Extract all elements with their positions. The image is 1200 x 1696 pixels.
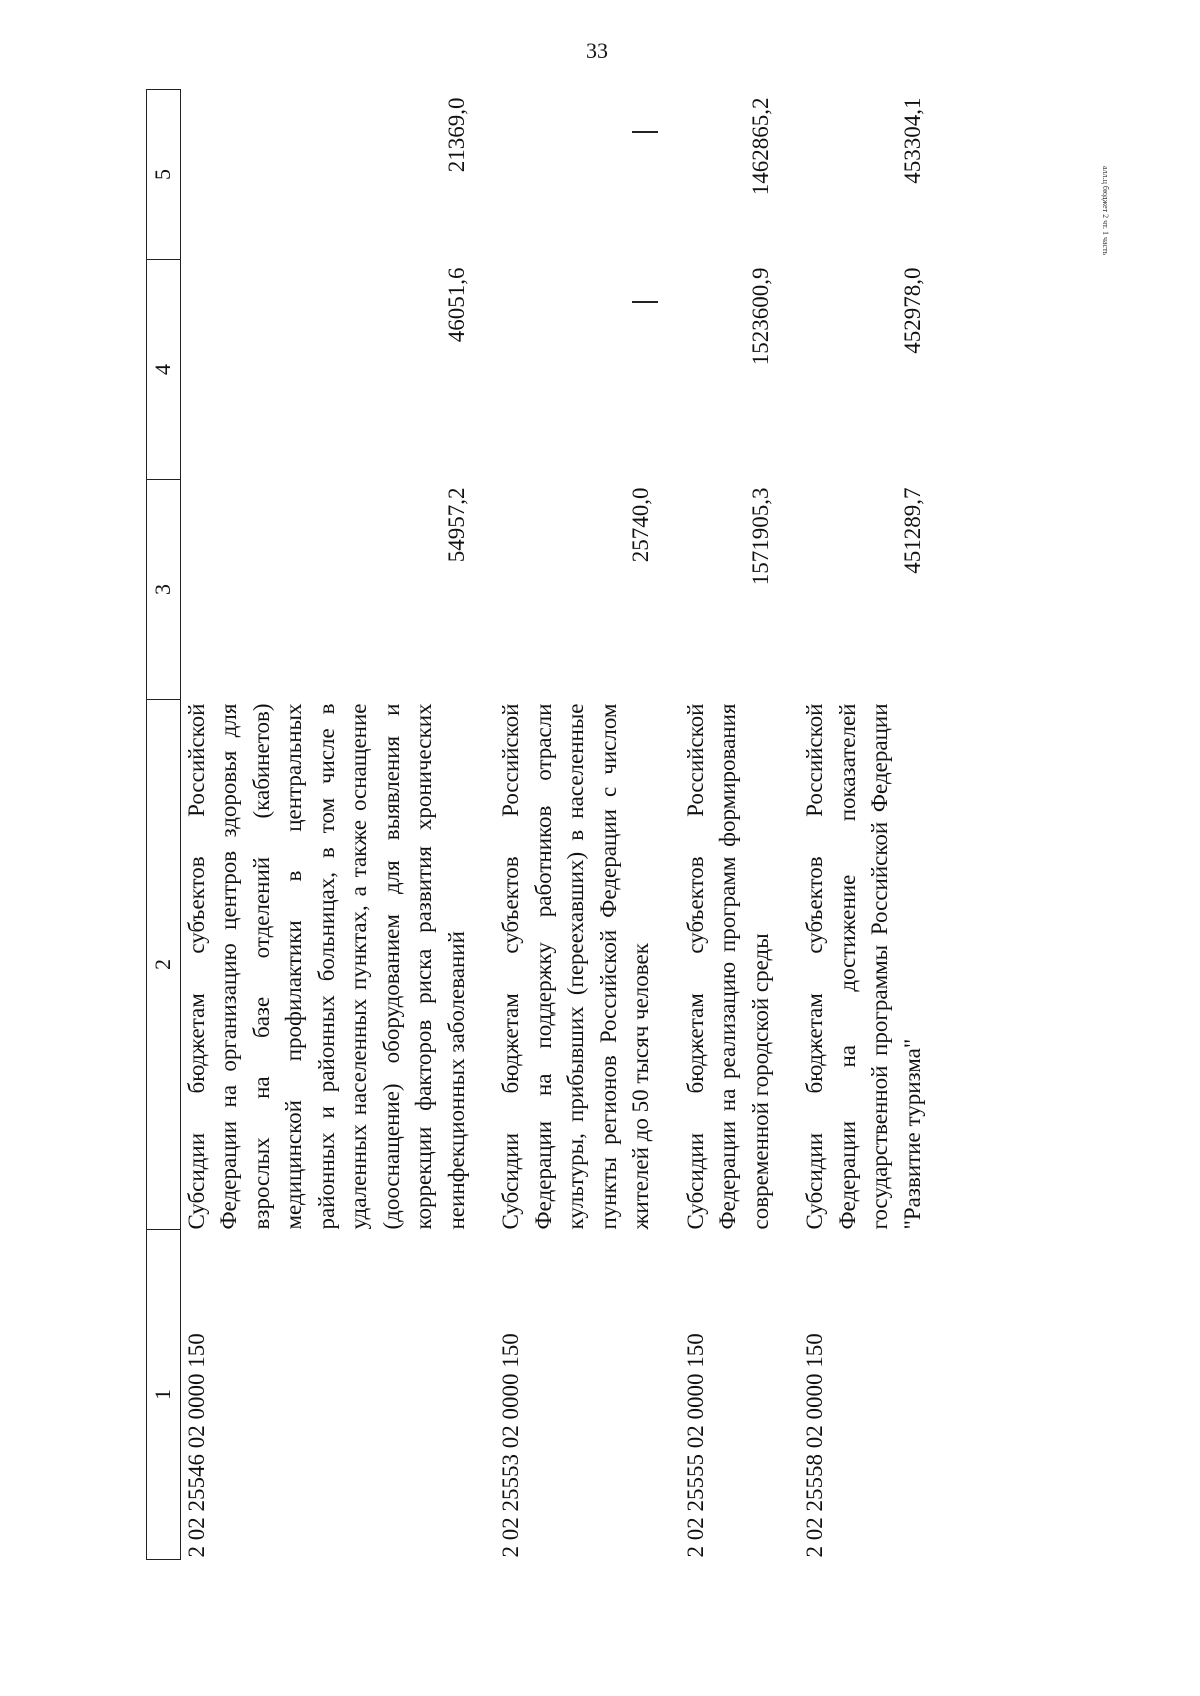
row-description: Субсидии бюджетам субъектов Российской Федерации на организацию центров здоровья для взрослых на базе отделений (кабинетов) медицинской профилактики в центральных районных и районных больницах, в том числе в удаленных населенных пунктах, а также оснащение (дооснащение) оборудованием для выявления и коррекции факторов риска развития хронических неинфекционных заболеваний xyxy=(183,703,469,1230)
row-code: 2 02 25558 02 0000 150 xyxy=(802,1333,827,1558)
budget-table xyxy=(146,89,929,1560)
header-col-3: 3 xyxy=(147,480,181,700)
row-description: Субсидии бюджетам субъектов Российской Федерации на реализацию программ формирования современной городской среды xyxy=(682,703,773,1230)
header-col-5: 5 xyxy=(147,90,181,260)
row-value-col5: 21369,0 xyxy=(443,97,469,173)
header-col-1: 1 xyxy=(147,1230,181,1560)
row-value-col4: 1523600,9 xyxy=(747,267,773,366)
header-col-2: 2 xyxy=(147,700,181,1230)
row-code: 2 02 25555 02 0000 150 xyxy=(682,1333,708,1558)
header-col-4: 4 xyxy=(147,260,181,480)
row-value-col3: 25740,0 xyxy=(628,487,653,563)
row-value-col5: 1462865,2 xyxy=(747,97,773,196)
row-value-col4: 452978,0 xyxy=(899,267,925,354)
dash-mark xyxy=(632,302,658,304)
row-value-col5: 453304,1 xyxy=(899,97,925,184)
page-number: 33 xyxy=(586,38,608,63)
rotated-table-wrapper xyxy=(146,90,1026,1560)
row-value-col3: 54957,2 xyxy=(443,487,469,563)
table-row xyxy=(180,90,473,1560)
dash-mark xyxy=(632,132,658,134)
row-value-col4: 46051,6 xyxy=(443,267,469,343)
row-code: 2 02 25546 02 0000 150 xyxy=(183,1333,209,1558)
row-description: Субсидии бюджетам субъектов Российской Федерации на достижение показателей государственной программы Российской Федерации "Развитие туризма" xyxy=(802,703,925,1230)
row-value-col3: 451289,7 xyxy=(899,487,925,574)
table-header-row xyxy=(147,90,181,1560)
row-value-col4 xyxy=(495,260,658,480)
row-value-col5 xyxy=(495,90,658,260)
table-row xyxy=(495,90,658,1560)
row-value-col3: 1571905,3 xyxy=(747,487,773,586)
row-description: Субсидии бюджетам субъектов Российской Федерации на поддержку работников отрасли культуры, прибывших (переехавших) в населенные пункты регионов Российской Федерации с числом жителей до 50 тысяч человек xyxy=(498,703,653,1230)
table-row xyxy=(799,90,929,1560)
table-row xyxy=(680,90,778,1560)
row-code: 2 02 25553 02 0000 150 xyxy=(498,1333,523,1558)
footer-note: алл.ц бюджет 2 чт. 1 часть xyxy=(1101,166,1110,256)
